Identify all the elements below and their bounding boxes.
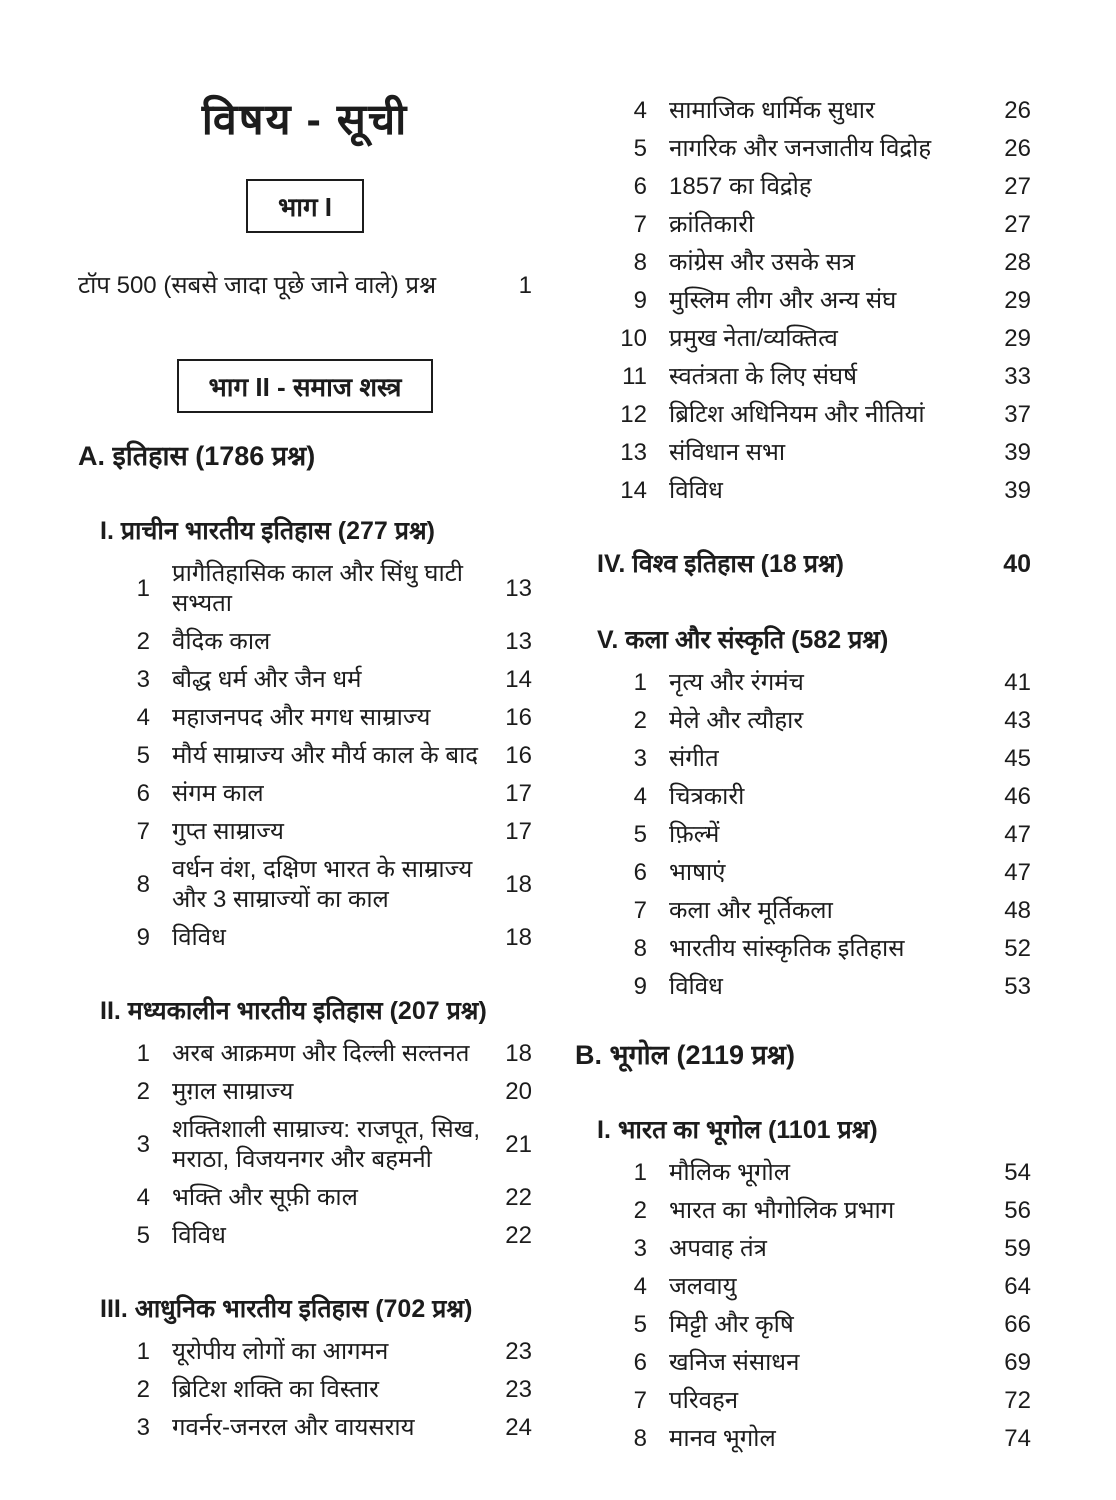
entry-number: 1 xyxy=(633,669,647,696)
subsection-title: IV. विश्व इतिहास (18 प्रश्न) xyxy=(597,550,844,578)
page-number: 39 xyxy=(1004,477,1031,504)
page-number: 29 xyxy=(1004,287,1031,314)
entry-number: 9 xyxy=(136,924,150,951)
entry-number: 7 xyxy=(633,1387,647,1414)
entry-title: मेले और त्यौहार xyxy=(669,707,804,734)
subsection-heading: III. आधुनिक भारतीय इतिहास (702 प्रश्न) xyxy=(100,1295,473,1323)
entry-title: कला और मूर्तिकला xyxy=(669,897,833,924)
page-number: 18 xyxy=(505,924,532,951)
toc-entry xyxy=(575,744,1031,774)
entry-title: संगम काल xyxy=(172,780,264,807)
toc-entry xyxy=(575,972,1031,1002)
subsection-heading xyxy=(575,548,1031,580)
toc-entry xyxy=(575,1196,1031,1226)
entry-title: मिट्टी और कृषि xyxy=(669,1311,794,1338)
part-label-box: भाग II - समाज शस्त्र xyxy=(177,359,434,413)
page-number: 48 xyxy=(1004,897,1031,924)
entry-title: 1857 का विद्रोह xyxy=(669,173,812,200)
toc-entry xyxy=(575,1386,1031,1416)
entry-title: संविधान सभा xyxy=(669,439,786,466)
page-number: 39 xyxy=(1004,439,1031,466)
page-number: 18 xyxy=(505,871,532,898)
toc-entry xyxy=(575,400,1031,430)
toc-entry xyxy=(575,858,1031,888)
entry-number: 2 xyxy=(633,707,647,734)
page-number: 66 xyxy=(1004,1311,1031,1338)
page-number: 23 xyxy=(505,1376,532,1403)
toc-entry xyxy=(78,855,532,915)
entry-title: गवर्नर-जनरल और वायसराय xyxy=(172,1414,415,1441)
toc-entry xyxy=(78,1183,532,1213)
entry-title: विविध xyxy=(172,1222,226,1249)
subsection-heading: I. प्राचीन भारतीय इतिहास (277 प्रश्न) xyxy=(100,517,435,545)
subsection-heading: I. भारत का भूगोल (1101 प्रश्न) xyxy=(597,1116,878,1144)
entry-number: 14 xyxy=(620,477,647,504)
entry-title: गुप्त साम्राज्य xyxy=(172,818,284,845)
entry-title: अपवाह तंत्र xyxy=(669,1235,767,1262)
entry-number: 1 xyxy=(136,1040,150,1067)
toc-entry xyxy=(575,782,1031,812)
entry-number: 2 xyxy=(136,1078,150,1105)
toc-entry xyxy=(575,324,1031,354)
entry-number: 12 xyxy=(620,401,647,428)
entry-title: फ़िल्में xyxy=(669,821,720,848)
toc-entry xyxy=(575,362,1031,392)
entry-number: 8 xyxy=(633,935,647,962)
toc-entry xyxy=(575,172,1031,202)
entry-number: 11 xyxy=(622,363,647,390)
entry-number: 3 xyxy=(136,1414,150,1441)
document-title: विषय - सूची xyxy=(201,96,409,144)
entry-title: कांग्रेस और उसके सत्र xyxy=(669,249,856,276)
toc-entry xyxy=(575,1348,1031,1378)
entry-number: 7 xyxy=(633,897,647,924)
page-number: 1 xyxy=(518,272,532,299)
toc-entry xyxy=(575,1310,1031,1340)
page-number: 16 xyxy=(505,742,532,769)
page-number: 26 xyxy=(1004,97,1031,124)
entry-title: जलवायु xyxy=(669,1273,737,1300)
entry-title: महाजनपद और मगध साम्राज्य xyxy=(172,704,431,731)
entry-number: 4 xyxy=(633,1273,647,1300)
entry-title: भक्ति और सूफ़ी काल xyxy=(172,1184,358,1211)
toc-entry xyxy=(78,559,532,619)
entry-title: मुस्लिम लीग और अन्य संघ xyxy=(669,287,897,314)
entry-title: प्रागैतिहासिक काल और सिंधु घाटी सभ्यता xyxy=(172,560,463,617)
part-label-box: भाग I xyxy=(246,179,364,233)
entry-title: सामाजिक धार्मिक सुधार xyxy=(669,97,875,124)
toc-entry xyxy=(575,286,1031,316)
entry-title: चित्रकारी xyxy=(669,783,745,810)
page-number: 47 xyxy=(1004,821,1031,848)
page-number: 27 xyxy=(1004,211,1031,238)
page-number: 53 xyxy=(1004,973,1031,1000)
toc-entry xyxy=(575,210,1031,240)
entry-number: 5 xyxy=(136,1222,150,1249)
page-number: 18 xyxy=(505,1040,532,1067)
page-number: 22 xyxy=(505,1222,532,1249)
page-number: 46 xyxy=(1004,783,1031,810)
page-number: 54 xyxy=(1004,1159,1031,1186)
page-number: 13 xyxy=(505,628,532,655)
entry-number: 6 xyxy=(136,780,150,807)
entry-number: 4 xyxy=(633,97,647,124)
page-number: 47 xyxy=(1004,859,1031,886)
page-number: 22 xyxy=(505,1184,532,1211)
page-number: 72 xyxy=(1004,1387,1031,1414)
page-number: 23 xyxy=(505,1338,532,1365)
toc-entry xyxy=(78,817,532,847)
toc-entry xyxy=(575,668,1031,698)
toc-entry xyxy=(78,1337,532,1367)
entry-title: संगीत xyxy=(669,745,719,772)
entry-number: 1 xyxy=(633,1159,647,1186)
page-number: 37 xyxy=(1004,401,1031,428)
entry-title: विविध xyxy=(669,477,723,504)
toc-entry xyxy=(78,271,532,301)
entry-number: 8 xyxy=(633,249,647,276)
entry-number: 1 xyxy=(136,1338,150,1365)
page-number: 29 xyxy=(1004,325,1031,352)
toc-entry xyxy=(575,1424,1031,1454)
entry-title: भारत का भौगोलिक प्रभाग xyxy=(669,1197,895,1224)
page-number: 45 xyxy=(1004,745,1031,772)
entry-number: 9 xyxy=(633,287,647,314)
toc-entry xyxy=(78,1115,532,1175)
entry-title: भारतीय सांस्कृतिक इतिहास xyxy=(669,935,905,962)
entry-title: मौर्य साम्राज्य और मौर्य काल के बाद xyxy=(172,742,479,769)
right-column xyxy=(575,0,1031,1462)
toc-entry xyxy=(575,896,1031,926)
entry-title: परिवहन xyxy=(669,1387,739,1414)
page-number: 41 xyxy=(1004,669,1031,696)
entry-title: टॉप 500 (सबसे जादा पूछे जाने वाले) प्रश्न xyxy=(78,272,437,299)
page-number: 33 xyxy=(1004,363,1031,390)
section-heading: A. इतिहास (1786 प्रश्न) xyxy=(78,441,316,471)
entry-number: 4 xyxy=(136,704,150,731)
entry-number: 4 xyxy=(136,1184,150,1211)
entry-title: भाषाएं xyxy=(669,859,726,886)
page-number: 74 xyxy=(1004,1425,1031,1452)
entry-title: स्वतंत्रता के लिए संघर्ष xyxy=(669,363,857,390)
page-number: 27 xyxy=(1004,173,1031,200)
toc-entry xyxy=(78,1039,532,1069)
entry-number: 6 xyxy=(633,859,647,886)
toc-entry xyxy=(78,1413,532,1443)
page-number: 20 xyxy=(505,1078,532,1105)
toc-entry xyxy=(575,96,1031,126)
toc-entry xyxy=(575,134,1031,164)
toc-entry xyxy=(78,779,532,809)
page-number: 24 xyxy=(505,1414,532,1441)
page-number: 43 xyxy=(1004,707,1031,734)
entry-number: 6 xyxy=(633,173,647,200)
entry-title: विविध xyxy=(172,924,226,951)
entry-title: यूरोपीय लोगों का आगमन xyxy=(172,1338,389,1365)
entry-number: 8 xyxy=(136,871,150,898)
toc-entry xyxy=(575,820,1031,850)
toc-entry xyxy=(78,665,532,695)
page-number: 59 xyxy=(1004,1235,1031,1262)
page-number: 17 xyxy=(505,780,532,807)
entry-title: प्रमुख नेता/व्यक्तित्व xyxy=(669,325,838,352)
toc-entry xyxy=(78,627,532,657)
entry-title: ब्रिटिश शक्ति का विस्तार xyxy=(172,1376,379,1403)
entry-number: 13 xyxy=(620,439,647,466)
toc-entry xyxy=(78,1221,532,1251)
entry-title: मौलिक भूगोल xyxy=(669,1159,791,1186)
toc-entry xyxy=(575,706,1031,736)
page-number: 52 xyxy=(1004,935,1031,962)
entry-number: 5 xyxy=(136,742,150,769)
entry-number: 8 xyxy=(633,1425,647,1452)
toc-entry xyxy=(575,934,1031,964)
page-number: 69 xyxy=(1004,1349,1031,1376)
entry-number: 2 xyxy=(633,1197,647,1224)
toc-entry xyxy=(78,741,532,771)
page-number: 14 xyxy=(505,666,532,693)
page-number: 21 xyxy=(505,1131,532,1158)
page-number: 26 xyxy=(1004,135,1031,162)
entry-title: क्रांतिकारी xyxy=(669,211,755,238)
entry-number: 10 xyxy=(620,325,647,352)
entry-number: 5 xyxy=(633,1311,647,1338)
left-column xyxy=(78,0,532,1451)
page-number: 40 xyxy=(1003,550,1031,578)
subsection-heading: V. कला और संस्कृति (582 प्रश्न) xyxy=(597,626,889,654)
entry-number: 5 xyxy=(633,135,647,162)
entry-number: 3 xyxy=(633,745,647,772)
entry-title: अरब आक्रमण और दिल्ली सल्तनत xyxy=(172,1040,470,1067)
toc-entry xyxy=(575,438,1031,468)
subsection-heading: II. मध्यकालीन भारतीय इतिहास (207 प्रश्न) xyxy=(100,997,487,1025)
entry-title: वैदिक काल xyxy=(172,628,271,655)
entry-title: विविध xyxy=(669,973,723,1000)
entry-number: 3 xyxy=(633,1235,647,1262)
entry-number: 5 xyxy=(633,821,647,848)
toc-entry xyxy=(575,1272,1031,1302)
toc-entry xyxy=(78,703,532,733)
entry-number: 2 xyxy=(136,628,150,655)
entry-title: बौद्ध धर्म और जैन धर्म xyxy=(172,666,362,693)
entry-title: शक्तिशाली साम्राज्य: राजपूत, सिख, मराठा, विजयनगर और बहमनी xyxy=(172,1116,480,1173)
entry-number: 7 xyxy=(633,211,647,238)
page-number: 16 xyxy=(505,704,532,731)
entry-number: 7 xyxy=(136,818,150,845)
section-heading: B. भूगोल (2119 प्रश्न) xyxy=(575,1040,795,1070)
toc-entry xyxy=(575,1158,1031,1188)
toc-entry xyxy=(78,1375,532,1405)
toc-entry xyxy=(78,1077,532,1107)
entry-number: 4 xyxy=(633,783,647,810)
entry-number: 2 xyxy=(136,1376,150,1403)
entry-number: 3 xyxy=(136,1131,150,1158)
entry-number: 6 xyxy=(633,1349,647,1376)
entry-title: नागरिक और जनजातीय विद्रोह xyxy=(669,135,932,162)
entry-title: खनिज संसाधन xyxy=(669,1349,800,1376)
toc-entry xyxy=(575,476,1031,506)
toc-entry xyxy=(575,1234,1031,1264)
entry-title: ब्रिटिश अधिनियम और नीतियां xyxy=(669,401,925,428)
toc-entry xyxy=(78,923,532,953)
page-number: 13 xyxy=(505,575,532,602)
toc-entry xyxy=(575,248,1031,278)
entry-title: वर्धन वंश, दक्षिण भारत के साम्राज्य और 3 साम्राज्यों का काल xyxy=(172,856,473,913)
entry-number: 3 xyxy=(136,666,150,693)
page-number: 56 xyxy=(1004,1197,1031,1224)
entry-title: नृत्य और रंगमंच xyxy=(669,669,804,696)
entry-title: मानव भूगोल xyxy=(669,1425,776,1452)
entry-number: 1 xyxy=(136,575,150,602)
entry-number: 9 xyxy=(633,973,647,1000)
page-number: 28 xyxy=(1004,249,1031,276)
page-number: 17 xyxy=(505,818,532,845)
page-number: 64 xyxy=(1004,1273,1031,1300)
entry-title: मुग़ल साम्राज्य xyxy=(172,1078,294,1105)
